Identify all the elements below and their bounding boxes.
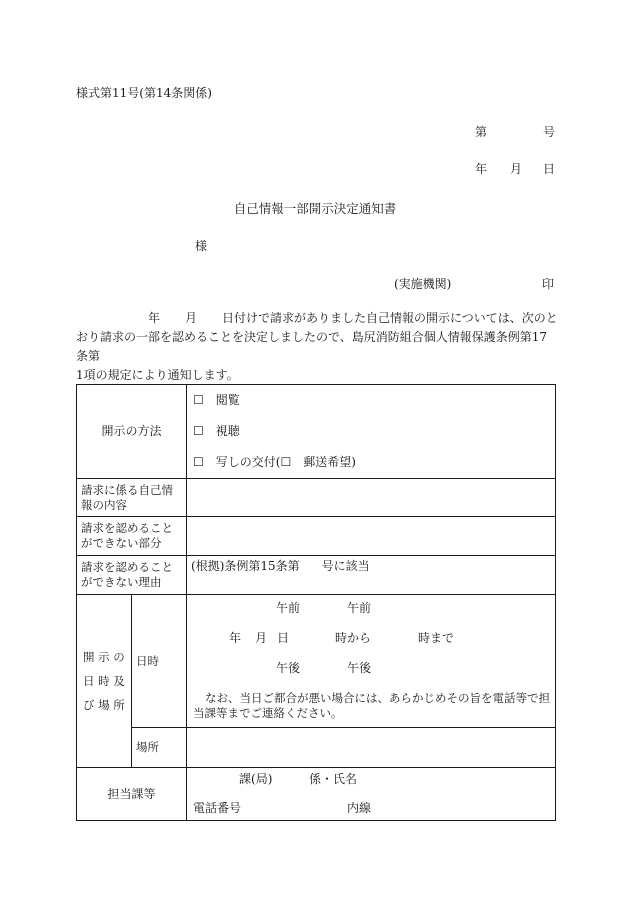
body-line-2: おり請求の一部を認めることを決定しましたので、島尻消防組合個人情報保護条例第17条第 (76, 330, 548, 363)
schedule-day: 日 (277, 631, 290, 645)
schedule-year: 年 (229, 631, 242, 645)
extension-label: 内線 (347, 801, 372, 815)
number-suffix: 号 (542, 125, 555, 139)
am-label-2: 午前 (347, 601, 372, 615)
checkbox-icon: ☐ (193, 424, 204, 438)
contact-row (77, 768, 556, 821)
date-day: 日 (542, 162, 555, 176)
time-from: 時から (335, 631, 372, 645)
request-content-value[interactable] (187, 479, 556, 517)
place-row (77, 728, 556, 768)
document-title: 自己情報一部開示決定通知書 (233, 201, 397, 216)
body-line-1-text: 日付けで請求がありました自己情報の開示については、次のと (222, 311, 558, 325)
notice-body (76, 309, 558, 385)
not-granted-part-row (77, 517, 556, 556)
notice-details-table (76, 384, 556, 821)
body-month: 月 (185, 311, 198, 325)
datetime-row (77, 595, 556, 728)
seal-mark: 印 (542, 277, 555, 291)
method-option-view[interactable]: ☐ 閲覧 (193, 393, 240, 407)
pm-label-2: 午後 (347, 661, 372, 675)
date-month: 月 (510, 162, 523, 176)
not-granted-reason-row (77, 556, 556, 595)
contact-label: 担当課等 (77, 768, 187, 821)
method-row (77, 385, 556, 479)
method-label: 開示の方法 (77, 385, 187, 479)
method-option-listen[interactable]: ☐ 視聴 (193, 424, 240, 438)
not-granted-part-value[interactable] (187, 517, 556, 556)
request-content-label: 請求に係る自己情報の内容 (77, 479, 187, 517)
date-year: 年 (475, 162, 488, 176)
place-value[interactable] (187, 728, 556, 768)
issuer-label: (実施機関) (394, 277, 452, 291)
time-until: 時まで (418, 631, 455, 645)
method-option-copy[interactable]: ☐ 写しの交付(☐ 郵送希望) (193, 455, 356, 469)
request-content-row (77, 479, 556, 517)
reason-suffix: 号に該当 (321, 559, 370, 573)
pm-label-1: 午後 (276, 661, 301, 675)
not-granted-part-label: 請求を認めることができない部分 (77, 517, 187, 556)
reason-prefix: (根拠)条例第15条第 (191, 559, 300, 573)
body-line-3: 1項の規定により通知します。 (76, 368, 239, 382)
contact-value (187, 768, 556, 821)
staff-label: 係・氏名 (309, 772, 358, 786)
section-label: 課(局) (239, 772, 273, 786)
body-year: 年 (148, 311, 161, 325)
addressee-suffix: 様 (195, 239, 208, 253)
checkbox-icon: ☐ (193, 393, 204, 407)
datetime-value (187, 595, 556, 728)
phone-label: 電話番号 (193, 801, 242, 815)
number-prefix: 第 (475, 125, 488, 139)
not-granted-reason-label: 請求を認めることができない理由 (77, 556, 187, 595)
place-label: 場所 (132, 728, 187, 768)
method-options (187, 385, 556, 479)
checkbox-icon: ☐ (193, 455, 204, 469)
schedule-note: なお、当日ご都合が悪い場合には、あらかじめその旨を電話等で担当課等までご連絡ください。 (193, 691, 551, 720)
body-line-1 (76, 309, 558, 328)
form-number: 様式第11号(第14条関係) (76, 86, 212, 100)
not-granted-reason-value (187, 556, 556, 595)
datetime-place-label: 開 示 の 日 時 及 び 場 所 (77, 595, 132, 768)
datetime-label: 日時 (132, 595, 187, 728)
am-label-1: 午前 (276, 601, 301, 615)
schedule-month: 月 (255, 631, 268, 645)
